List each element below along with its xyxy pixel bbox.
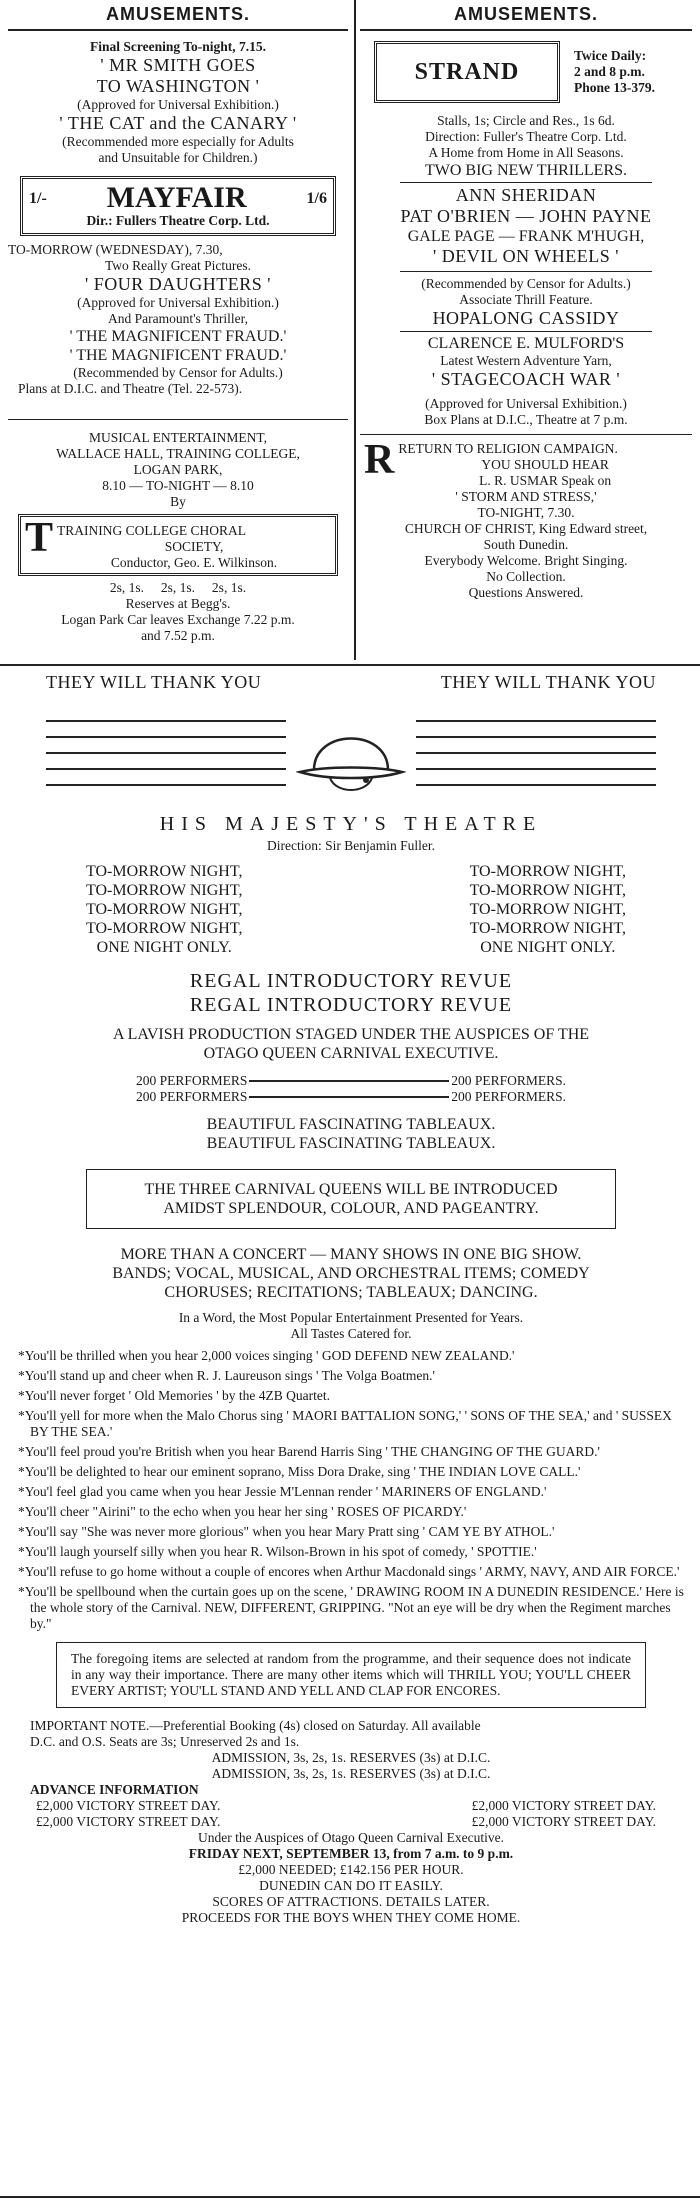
text-line: 200 PERFORMERS: [136, 1089, 248, 1104]
text-line: £2,000 VICTORY STREET DAY.: [471, 1798, 656, 1813]
tagline-left: THEY WILL THANK YOU: [46, 672, 262, 692]
star-name: PAT O'BRIEN — JOHN PAYNE: [400, 206, 652, 226]
text-line: Twice Daily:: [574, 48, 647, 63]
mayfair-name: MAYFAIR: [106, 181, 247, 214]
text-line: BEAUTIFUL FASCINATING TABLEAUX.: [206, 1116, 496, 1133]
strand-header: [360, 41, 692, 103]
text-line: 200 PERFORMERS.: [451, 1089, 566, 1104]
right-amusements-header: AMUSEMENTS.: [360, 0, 692, 31]
text-line: YOU SHOULD HEAR: [481, 457, 609, 472]
text-line: Conductor, Geo. E. Wilkinson.: [110, 555, 278, 570]
text-line: ADMISSION, 3s, 2s, 1s. RESERVES (3s) at D.I.C.: [211, 1766, 491, 1781]
text-line: £2,000 VICTORY STREET DAY.: [36, 1798, 221, 1813]
text-line: 2s, 1s. 2s, 1s. 2s, 1s.: [109, 580, 247, 595]
film-title: ' MR SMITH GOES: [100, 55, 256, 75]
text-line: 2 and 8 p.m.: [574, 64, 645, 79]
revue-title: [16, 969, 686, 1017]
film-title: TO WASHINGTON ': [96, 76, 260, 96]
text-line: And Paramount's Thriller,: [108, 311, 248, 326]
text-line: Reserves at Begg's.: [125, 596, 231, 611]
text-line: TO-MORROW NIGHT,: [86, 882, 243, 899]
text-line: PROCEEDS FOR THE BOYS WHEN THEY COME HOME.: [181, 1910, 521, 1925]
text-line: SCORES OF ATTRACTIONS. DETAILS LATER.: [212, 1894, 490, 1909]
text-line: BANDS; VOCAL, MUSICAL, AND ORCHESTRAL ITEMS; COMEDY: [112, 1265, 590, 1282]
text-line: FRIDAY NEXT, SEPTEMBER 13, from 7 a.m. to 9 p.m.: [188, 1846, 514, 1861]
text-line: and Unsuitable for Children.): [98, 150, 258, 165]
decorative-lines-left: [46, 720, 286, 800]
text-line: TO-MORROW NIGHT,: [469, 863, 626, 880]
text-line: (Approved for Universal Exhibition.): [77, 97, 279, 112]
star-name: ANN SHERIDAN: [455, 185, 597, 205]
text-line: Stalls, 1s; Circle and Res., 1s 6d.: [437, 113, 615, 128]
text-line: Questions Answered.: [468, 585, 584, 600]
his-majestys-ad: [16, 672, 686, 1926]
mayfair-box: [20, 176, 336, 236]
film-title: HOPALONG CASSIDY: [432, 308, 620, 328]
text-line: CLARENCE E. MULFORD'S: [427, 335, 625, 352]
text-line: CHORUSES; RECITATIONS; TABLEAUX; DANCING.: [164, 1284, 538, 1301]
text-line: Two Really Great Pictures.: [104, 258, 251, 273]
programme-items: [16, 1348, 686, 1632]
text-line: £2,000 VICTORY STREET DAY.: [471, 1814, 656, 1829]
text-line: REGAL INTRODUCTORY REVUE: [189, 970, 513, 992]
price-left: 1/-: [29, 189, 47, 207]
text-line: Phone 13-379.: [574, 80, 655, 95]
text-line: (Recommended more especially for Adults: [62, 134, 294, 149]
tomorrow-night-block: [16, 862, 686, 957]
cinema-ad: [8, 39, 348, 166]
mayfair-direction: Dir.: Fullers Theatre Corp. Ltd.: [86, 213, 270, 228]
text-line: DUNEDIN CAN DO IT EASILY.: [259, 1878, 443, 1893]
text-line: TWO BIG NEW THRILLERS.: [424, 162, 628, 179]
performers-block: [16, 1073, 686, 1105]
carnival-queens-box: [86, 1169, 616, 1229]
programme-item: *You'll refuse to go home without a couple of encores when Arthur Macdonald sings ' ARMY, NAVY, AND AIR FORCE.': [18, 1564, 680, 1579]
text-line: THE THREE CARNIVAL QUEENS WILL BE INTRODUCED: [144, 1181, 558, 1198]
text-line: Plans at D.I.C. and Theatre (Tel. 22-573).: [18, 381, 243, 396]
film-title: ' THE MAGNIFICENT FRAUD.': [69, 347, 287, 364]
strand-listing: [360, 113, 692, 428]
text-line: £2,000 NEEDED; £142.156 PER HOUR.: [238, 1862, 464, 1877]
text-line: TO-MORROW (WEDNESDAY), 7.30,: [8, 242, 223, 257]
film-title: ' THE MAGNIFICENT FRAUD.': [69, 328, 287, 345]
text-line: A Home from Home in All Seasons.: [428, 145, 624, 160]
text-line: All Tastes Catered for.: [290, 1326, 412, 1341]
text-line: TO-MORROW NIGHT,: [469, 920, 626, 937]
text-line: LOGAN PARK,: [133, 462, 223, 477]
left-column: [8, 0, 348, 644]
right-column: [360, 0, 692, 601]
film-title: ' STAGECOACH WAR ': [431, 369, 621, 389]
text-line: MUSICAL ENTERTAINMENT,: [88, 430, 268, 445]
text-line: A LAVISH PRODUCTION STAGED UNDER THE AUSPICES OF THE: [112, 1026, 590, 1043]
text-line: Under the Auspices of Otago Queen Carnival Executive.: [198, 1830, 504, 1845]
text-line: South Dunedin.: [483, 537, 569, 552]
in-a-word: [16, 1310, 686, 1342]
text-line: Direction: Fuller's Theatre Corp. Ltd.: [425, 129, 627, 144]
star-name: GALE PAGE — FRANK M'HUGH,: [407, 228, 645, 245]
text-line: TO-NIGHT, 7.30.: [477, 505, 575, 520]
programme-item: *You'll yell for more when the Malo Chorus sing ' MAORI BATTALION SONG,' ' SONS OF THE SEA,' and ' SUSSEX BY THE SEA.': [18, 1408, 672, 1439]
text-line: In a Word, the Most Popular Entertainment Presented for Years.: [178, 1310, 524, 1325]
admission-block: [16, 1750, 686, 1782]
religion-campaign-ad: R RETURN TO RELIGION CAMPAIGN. YOU SHOULD HEAR L. R. USMAR Speak on ' STORM AND STRESS,' TO-NIGHT, 7.30. CHURCH OF CHRIST, King Edward street, South Dunedin. Everybody Welcome. Bright Singing. No Collection. Questions Answered.: [360, 441, 692, 601]
text-line: 8.10 — TO-NIGHT — 8.10: [102, 478, 254, 493]
text-line: (Recommended by Censor for Adults.): [421, 276, 631, 291]
closing-block: [16, 1830, 686, 1926]
left-amusements-header: AMUSEMENTS.: [8, 0, 348, 31]
programme-item: *You'll stand up and cheer when R. J. Laureuson sings ' The Volga Boatmen.': [18, 1368, 435, 1383]
programme-item: *You'll laugh yourself silly when you hear R. Wilson-Brown in his spot of comedy, ' SPOTTIE.': [18, 1544, 537, 1559]
text-line: REGAL INTRODUCTORY REVUE: [189, 994, 513, 1016]
text-line: CHURCH OF CHRIST, King Edward street,: [404, 521, 648, 536]
helmet-icon: [296, 708, 406, 813]
text-line: BEAUTIFUL FASCINATING TABLEAUX.: [206, 1135, 496, 1152]
decorative-lines-right: [416, 720, 656, 800]
text-line: Box Plans at D.I.C., Theatre at 7 p.m.: [424, 412, 628, 427]
text-line: ' STORM AND STRESS,': [455, 489, 597, 504]
programme-item: *You'l feel glad you came when you hear Jessie M'Lennan render ' MARINERS OF ENGLAND.': [18, 1484, 547, 1499]
text-line: £2,000 VICTORY STREET DAY.: [36, 1814, 221, 1829]
text-line: WALLACE HALL, TRAINING COLLEGE,: [56, 446, 300, 461]
text-line: Associate Thrill Feature.: [459, 292, 593, 307]
programme-item: *You'll be thrilled when you hear 2,000 voices singing ' GOD DEFEND NEW ZEALAND.': [18, 1348, 515, 1363]
text-line: TO-MORROW NIGHT,: [86, 920, 243, 937]
programme-item: *You'll never forget ' Old Memories ' by the 4ZB Quartet.: [18, 1388, 331, 1403]
text-line: TO-MORROW NIGHT,: [469, 901, 626, 918]
text-line: (Approved for Universal Exhibition.): [425, 396, 627, 411]
text-line: TO-MORROW NIGHT,: [469, 882, 626, 899]
musical-entertainment-ad: [8, 430, 348, 644]
text-line: TO-MORROW NIGHT,: [86, 901, 243, 918]
text-line: No Collection.: [486, 569, 566, 584]
programme-item: *You'll feel proud you're British when you hear Barend Harris Sing ' THE CHANGING OF THE GUARD.': [18, 1444, 600, 1459]
text-line: (Recommended by Censor for Adults.): [73, 365, 283, 380]
text-line: Final Screening To-night, 7.15.: [89, 39, 267, 54]
text-line: ADMISSION, 3s, 2s, 1s. RESERVES (3s) at D.I.C.: [211, 1750, 491, 1765]
text-line: By: [170, 494, 186, 509]
lavish-production: [16, 1025, 686, 1063]
text-line: ONE NIGHT ONLY.: [480, 939, 616, 956]
film-title: ' THE CAT and the CANARY ': [59, 113, 297, 133]
text-line: Logan Park Car leaves Exchange 7.22 p.m.: [61, 612, 295, 627]
victory-block: [16, 1798, 686, 1830]
text-line: AMIDST SPLENDOUR, COLOUR, AND PAGEANTRY.: [163, 1200, 539, 1217]
text-line: IMPORTANT NOTE.—Preferential Booking (4s) closed on Saturday. All available: [30, 1718, 481, 1733]
text-line: and 7.52 p.m.: [141, 628, 215, 643]
text-line: TRAINING COLLEGE CHORAL: [57, 523, 246, 538]
tagline-right: THEY WILL THANK YOU: [440, 672, 656, 692]
programme-item: *You'll be delighted to hear our eminent soprano, Miss Dora Drake, sing ' THE INDIAN LOVE CALL.': [18, 1464, 581, 1479]
price-right: 1/6: [306, 189, 327, 207]
mayfair-listing: [8, 242, 348, 397]
text-line: MORE THAN A CONCERT — MANY SHOWS IN ONE BIG SHOW.: [120, 1246, 582, 1263]
programme-item: *You'll cheer "Airini" to the echo when you hear her sing ' ROSES OF PICARDY.': [18, 1504, 467, 1519]
programme-item: *You'll say "She was never more glorious" when you hear Mary Pratt sing ' CAM YE BY ATHOL.': [18, 1524, 555, 1539]
text-line: TO-MORROW NIGHT,: [86, 863, 243, 880]
programme-item: *You'll be spellbound when the curtain goes up on the scene, ' DRAWING ROOM IN A DUNEDIN RESIDENCE.' Here is the whole story of the Carnival. NEW, DIFFERENT, GRIPPING. "Not an eye will be dry when the Regiment marches by.": [18, 1584, 684, 1631]
text-line: D.C. and O.S. Seats are 3s; Unreserved 2s and 1s.: [30, 1734, 300, 1749]
film-title: ' FOUR DAUGHTERS ': [84, 274, 271, 294]
strand-name: STRAND: [414, 58, 520, 85]
choral-society-box: T TRAINING COLLEGE CHORAL SOCIETY, Conductor, Geo. E. Wilkinson.: [18, 514, 338, 576]
text-line: OTAGO QUEEN CARNIVAL EXECUTIVE.: [203, 1045, 499, 1062]
direction: Direction: Sir Benjamin Fuller.: [267, 838, 435, 853]
tableaux: [16, 1115, 686, 1153]
text-line: 200 PERFORMERS: [136, 1073, 248, 1088]
text-line: Latest Western Adventure Yarn,: [440, 353, 612, 368]
strand-box: [374, 41, 560, 103]
film-title: ' DEVIL ON WHEELS ': [433, 246, 619, 266]
concert-block: [16, 1245, 686, 1302]
foregoing-box: [56, 1642, 646, 1708]
text-line: (Approved for Universal Exhibition.): [77, 295, 279, 310]
text-line: The foregoing items are selected at random from the programme, and their sequence does not indicate in any way their importance. There are many other items which will THRILL YOU; YOU'LL CHEER EVERY ARTIST; YOU'LL STAND AND YELL AND CLAP FOR ENCORES.: [71, 1651, 631, 1698]
advance-information: ADVANCE INFORMATION: [30, 1782, 199, 1797]
important-note: [16, 1718, 686, 1750]
theatre-name: HIS MAJESTY'S THEATRE: [159, 813, 543, 835]
text-line: RETURN TO RELIGION CAMPAIGN.: [398, 441, 618, 456]
text-line: SOCIETY,: [164, 539, 224, 554]
text-line: ONE NIGHT ONLY.: [96, 939, 232, 956]
text-line: L. R. USMAR Speak on: [479, 473, 612, 488]
text-line: Everybody Welcome. Bright Singing.: [424, 553, 628, 568]
text-line: 200 PERFORMERS.: [451, 1073, 566, 1088]
